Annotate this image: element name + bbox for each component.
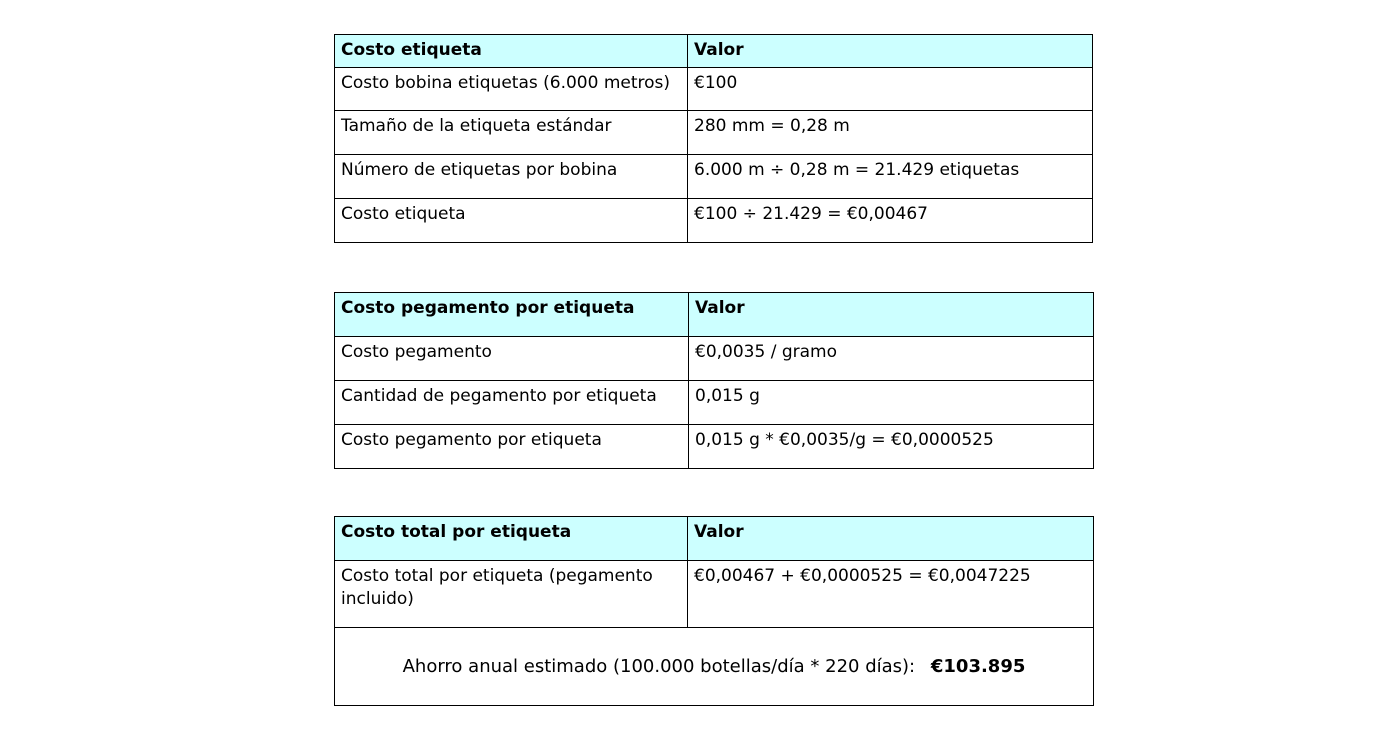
- header-value: Valor: [694, 40, 744, 60]
- row-value-cell: [688, 199, 1093, 243]
- row-value: €100: [694, 73, 738, 93]
- row-label: Costo pegamento: [341, 342, 492, 362]
- row-value-cell: [688, 155, 1093, 199]
- row-label: Cantidad de pegamento por etiqueta: [341, 386, 657, 406]
- table-row: [335, 155, 1093, 199]
- row-label-cell: [335, 111, 688, 155]
- row-label: Costo etiqueta: [341, 204, 466, 224]
- table-row: [335, 561, 1094, 628]
- row-value-cell: [689, 381, 1094, 425]
- header-cell: [689, 293, 1094, 337]
- annual-savings-cell: [335, 628, 1094, 706]
- row-value-cell: [688, 111, 1093, 155]
- table-row: [335, 381, 1094, 425]
- header-value: Valor: [695, 298, 745, 318]
- table-row: [335, 425, 1094, 469]
- row-label-cell: [335, 68, 688, 111]
- table-row: [335, 111, 1093, 155]
- header-label: Costo total por etiqueta: [341, 522, 572, 542]
- table-row: [335, 68, 1093, 111]
- table-row: [335, 199, 1093, 243]
- row-value: €0,00467 + €0,0000525 = €0,0047225: [694, 566, 1031, 586]
- row-value: €100 ÷ 21.429 = €0,00467: [694, 204, 928, 224]
- row-label-cell: [335, 337, 689, 381]
- row-label: Tamaño de la etiqueta estándar: [341, 116, 612, 136]
- row-value-cell: [688, 561, 1094, 628]
- row-label: Número de etiquetas por bobina: [341, 160, 618, 180]
- table-row: [335, 337, 1094, 381]
- row-label-cell: [335, 199, 688, 243]
- header-value: Valor: [694, 522, 744, 542]
- row-label-cell: [335, 155, 688, 199]
- row-value-cell: [689, 337, 1094, 381]
- row-label-cell: [335, 381, 689, 425]
- header-cell: [688, 517, 1094, 561]
- total-cost-table: [334, 516, 1094, 706]
- header-cell: [335, 517, 688, 561]
- row-label: Costo total por etiqueta (pegamento incluido): [341, 566, 653, 609]
- row-value: €0,0035 / gramo: [695, 342, 837, 362]
- annual-savings-label: Ahorro anual estimado (100.000 botellas/día * 220 días):: [402, 656, 916, 677]
- glue-cost-table: [334, 292, 1094, 469]
- row-value-cell: [689, 425, 1094, 469]
- table-header-row: [335, 293, 1094, 337]
- header-cell: [335, 35, 688, 68]
- row-value-cell: [688, 68, 1093, 111]
- header-label: Costo pegamento por etiqueta: [341, 298, 635, 318]
- row-label-cell: [335, 561, 688, 628]
- row-label-cell: [335, 425, 689, 469]
- table-header-row: [335, 35, 1093, 68]
- row-value: 0,015 g: [695, 386, 760, 406]
- header-label: Costo etiqueta: [341, 40, 482, 60]
- row-label: Costo pegamento por etiqueta: [341, 430, 602, 450]
- row-value: 0,015 g * €0,0035/g = €0,0000525: [695, 430, 994, 450]
- annual-savings-value: €103.895: [930, 656, 1026, 677]
- summary-row: [335, 628, 1094, 706]
- header-cell: [688, 35, 1093, 68]
- row-value: 6.000 m ÷ 0,28 m = 21.429 etiquetas: [694, 160, 1020, 180]
- table-header-row: [335, 517, 1094, 561]
- label-cost-table: [334, 34, 1093, 243]
- row-label: Costo bobina etiquetas (6.000 metros): [341, 73, 671, 93]
- row-value: 280 mm = 0,28 m: [694, 116, 850, 136]
- header-cell: [335, 293, 689, 337]
